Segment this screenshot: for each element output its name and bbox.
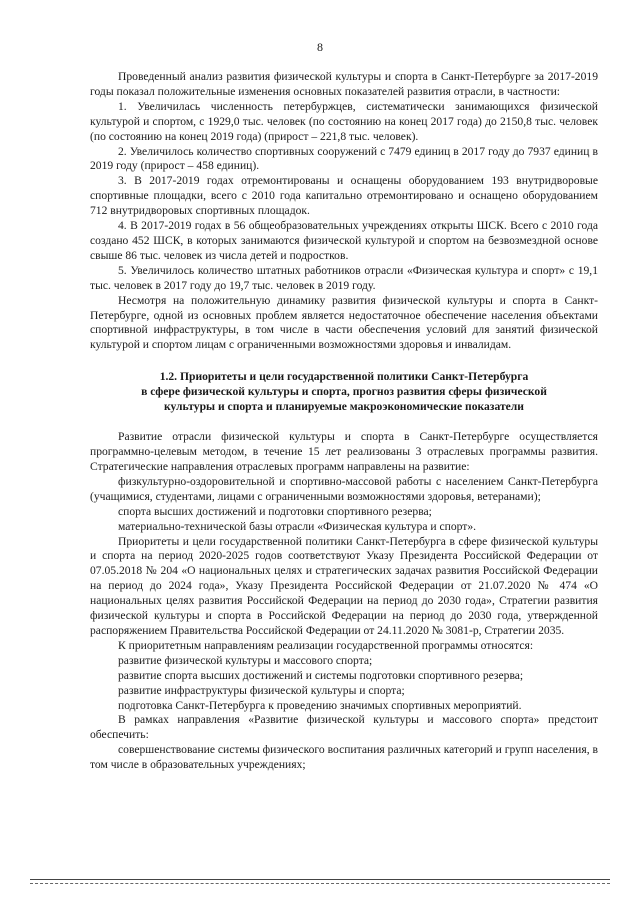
section-paragraph: совершенствование системы физического воспитания различных категорий и групп населения, в том числе в образовательных учреждениях; <box>90 743 598 772</box>
section-paragraph: В рамках направления «Развитие физической культуры и массового спорта» предстоит обеспечить: <box>90 713 598 742</box>
list-item: 2. Увеличилось количество спортивных сооружений с 7479 единиц в 2017 году до 7937 единиц в 2019 году (прирост – 458 единиц). <box>90 144 598 173</box>
section-paragraph: Приоритеты и цели государственной политики Санкт-Петербурга в сфере физической культуры и спорта на период 2020-2025 годов соответствуют Указу Президента Российской Федерации от 07.05.2018 № 204 «О национальных целях и стратегических задачах развития Российской Федерации на период до 2024 года», Указу Президента Российской Федерации от 21.07.2020 № 474 «О национальных целях развития Российской Федерации на период до 2030 года», Стратегии развития физической культуры и спорта в Российской Федерации на период до 2030 года, утвержденной распоряжением Правительства Российской Федерации от 24.11.2020 № 3081-р, Стратегии 2035. <box>90 534 598 637</box>
intro-paragraph: Проведенный анализ развития физической культуры и спорта в Санкт-Петербурге за 2017-2019 годы показал положительные изменения основных показателей развития отрасли, в частности: <box>90 70 598 98</box>
section-heading-line: 1.2. Приоритеты и цели государственной политики Санкт-Петербурга <box>159 370 529 384</box>
bottom-rule-dashed <box>30 883 610 884</box>
list-item: 4. В 2017-2019 годах в 56 общеобразовательных учреждениях открыты ШСК. Всего с 2010 года создано 452 ШСК, в которых занимаются физической культурой и спортом на безвозмездной основе свыше 86 тыс. человек из числа детей и подростков. <box>90 219 598 262</box>
direction-item: физкультурно-оздоровительной и спортивно-массовой работы с населением Санкт-Петербурга (учащимися, студентами, лицами с ограниченными возможностями здоровья, ветеранами); <box>90 474 598 503</box>
list-item: 5. Увеличилось количество штатных работников отрасли «Физическая культура и спорт» с 19,1 тыс. человек в 2017 году до 19,7 тыс. человек в 2019 году. <box>90 263 598 292</box>
section-paragraph: Развитие отрасли физической культуры и спорта в Санкт-Петербурге осуществляется программно-целевым методом, в течение 15 лет реализованы 3 отраслевых программы развития. Стратегические направления отраслевых программ направлены на развитие: <box>90 430 598 474</box>
problem-paragraph: Несмотря на положительную динамику развития физической культуры и спорта в Санкт-Петербурге, одной из основных проблем является недостаточное обеспечение населения объектами спортивной инфраструктуры, в том числе в части обеспечения условий для занятий физической культурой и спортом лицам с ограниченными возможностями здоровья и инвалидам. <box>90 293 598 352</box>
list-item: 3. В 2017-2019 годах отремонтированы и оснащены оборудованием 193 внутридворовые спортивные площадки, всего с 2010 года капитально отремонтировано и оснащено оборудованием 712 внутридворовых спортивных площадок. <box>90 174 598 218</box>
bottom-rule <box>30 879 610 880</box>
section-heading <box>90 369 598 414</box>
direction-item: спорта высших достижений и подготовки спортивного резерва; <box>118 504 432 518</box>
list-item: 1. Увеличилась численность петербуржцев, систематически занимающихся физической культурой и спортом, с 1929,0 тыс. человек (по состоянию на конец 2017 года) до 2150,8 тыс. человек (по состоянию на конец 2019 года) (прирост – 221,8 тыс. человек). <box>90 99 598 143</box>
priority-item: развитие инфраструктуры физической культуры и спорта; <box>118 683 405 697</box>
page-number: 8 <box>317 40 323 54</box>
priority-item: развитие физической культуры и массового спорта; <box>118 653 373 667</box>
priority-item: развитие спорта высших достижений и системы подготовки спортивного резерва; <box>118 668 524 682</box>
direction-item: материально-технической базы отрасли «Физическая культура и спорт». <box>118 519 477 533</box>
priority-item: подготовка Санкт-Петербурга к проведению значимых спортивных мероприятий. <box>118 698 522 712</box>
section-paragraph: К приоритетным направлениям реализации государственной программы относятся: <box>118 638 534 652</box>
section-heading-line: в сфере физической культуры и спорта, прогноз развития сферы физической <box>141 385 547 399</box>
document-body <box>90 70 598 773</box>
section-heading-line: культуры и спорта и планируемые макроэкономические показатели <box>164 400 524 414</box>
